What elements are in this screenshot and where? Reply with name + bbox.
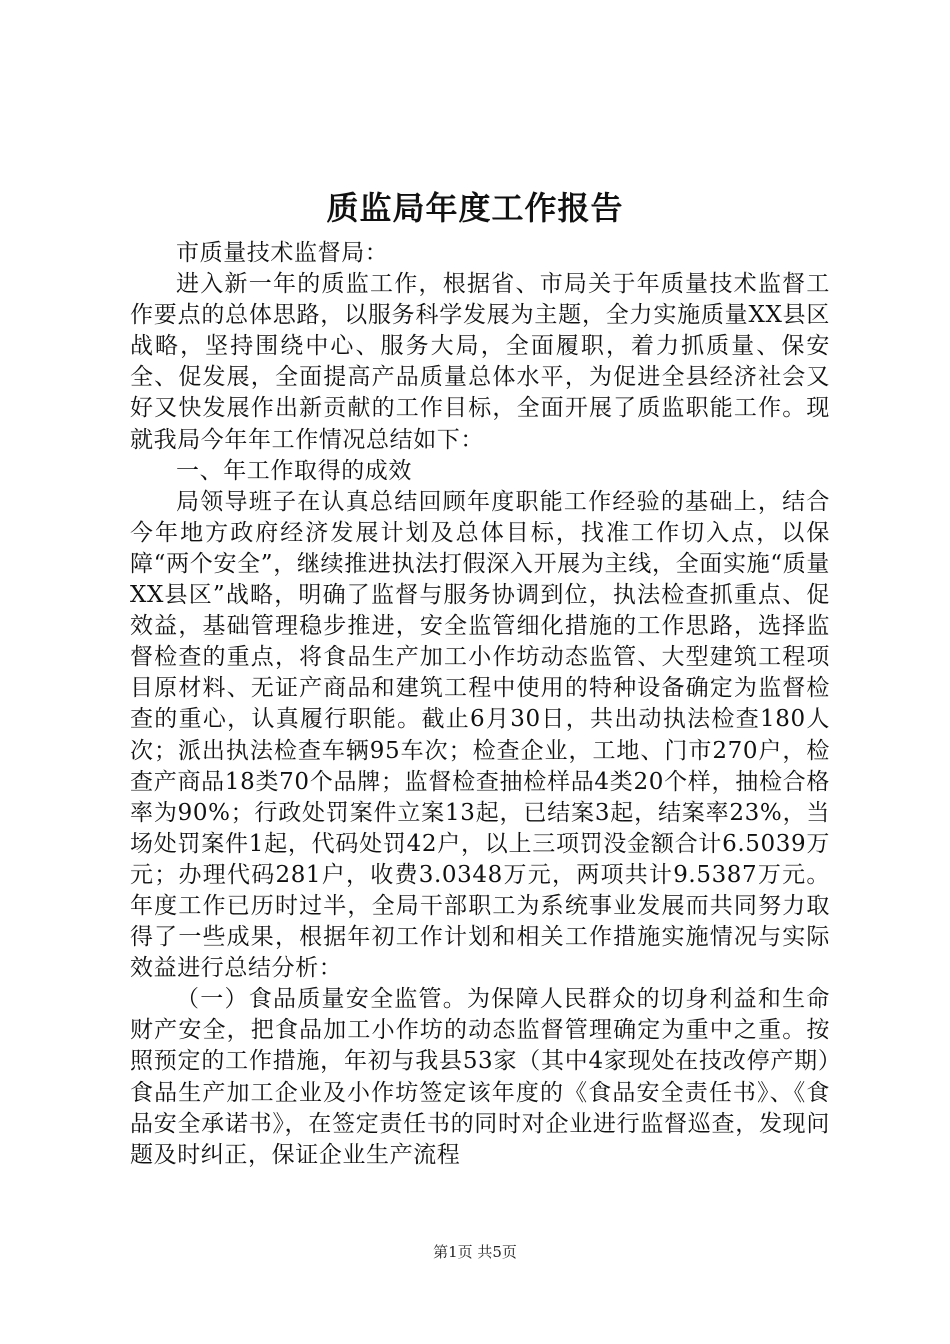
paragraph-achievements: 局领导班子在认真总结回顾年度职能工作经验的基础上，结合今年地方政府经济发展计划及总体目标，找准工作切入点，以保障“两个安全”，继续推进执法打假深入开展为主线，全面实施“质量XX县区”战略，明确了监督与服务协调到位，执法检查抓重点、促效益，基础管理稳步推进，安全监管细化措施的工作思路，选择监督检查的重点，将食品生产加工小作坊动态监管、大型建筑工程项目原材料、无证产商品和建筑工程中使用的特种设备确定为监督检查的重心，认真履行职能。截止6月30日，共出动执法检查180人次；派出执法检查车辆95车次；检查企业，工地、门市270户，检查产商品18类70个品牌；监督检查抽检样品4类20个样，抽检合格率为90%；行政处罚案件立案13起，已结案3起，结案率23%，当场处罚案件1起，代码处罚42户，以上三项罚没金额合计6.5039万元；办理代码281户，收费3.0348万元，两项共计9.5387万元。年度工作已历时过半，全局干部职工为系统事业发展而共同努力取得了一些成果，根据年初工作计划和相关工作措施实施情况与实际效益进行总结分析：	[130, 488, 830, 982]
page-footer: 第1页 共5页	[433, 1243, 517, 1261]
paragraph-food-safety: （一）食品质量安全监管。为保障人民群众的切身利益和生命财产安全，把食品加工小作坊的动态监督管理确定为重中之重。按照预定的工作措施，年初与我县53家（其中4家现处在技改停产期）食品生产加工企业及小作坊签定该年度的《食品安全责任书》、《食品安全承诺书》，在签定责任书的同时对企业进行监督巡查，发现问题及时纠正，保证企业生产流程	[130, 986, 830, 1168]
paragraph-intro: 进入新一年的质监工作，根据省、市局关于年质量技术监督工作要点的总体思路，以服务科学发展为主题，全力实施质量XX县区战略，坚持围绕中心、服务大局，全面履职，着力抓质量、保安全、促发展，全面提高产品质量总体水平，为促进全县经济社会又好又快发展作出新贡献的工作目标，全面开展了质监职能工作。现就我局今年年工作情况总结如下：	[130, 271, 830, 453]
document-body	[130, 238, 830, 1171]
section-heading: 一、年工作取得的成效	[176, 457, 412, 484]
document-title: 质监局年度工作报告	[326, 189, 624, 227]
salutation: 市质量技术监督局：	[176, 240, 389, 266]
